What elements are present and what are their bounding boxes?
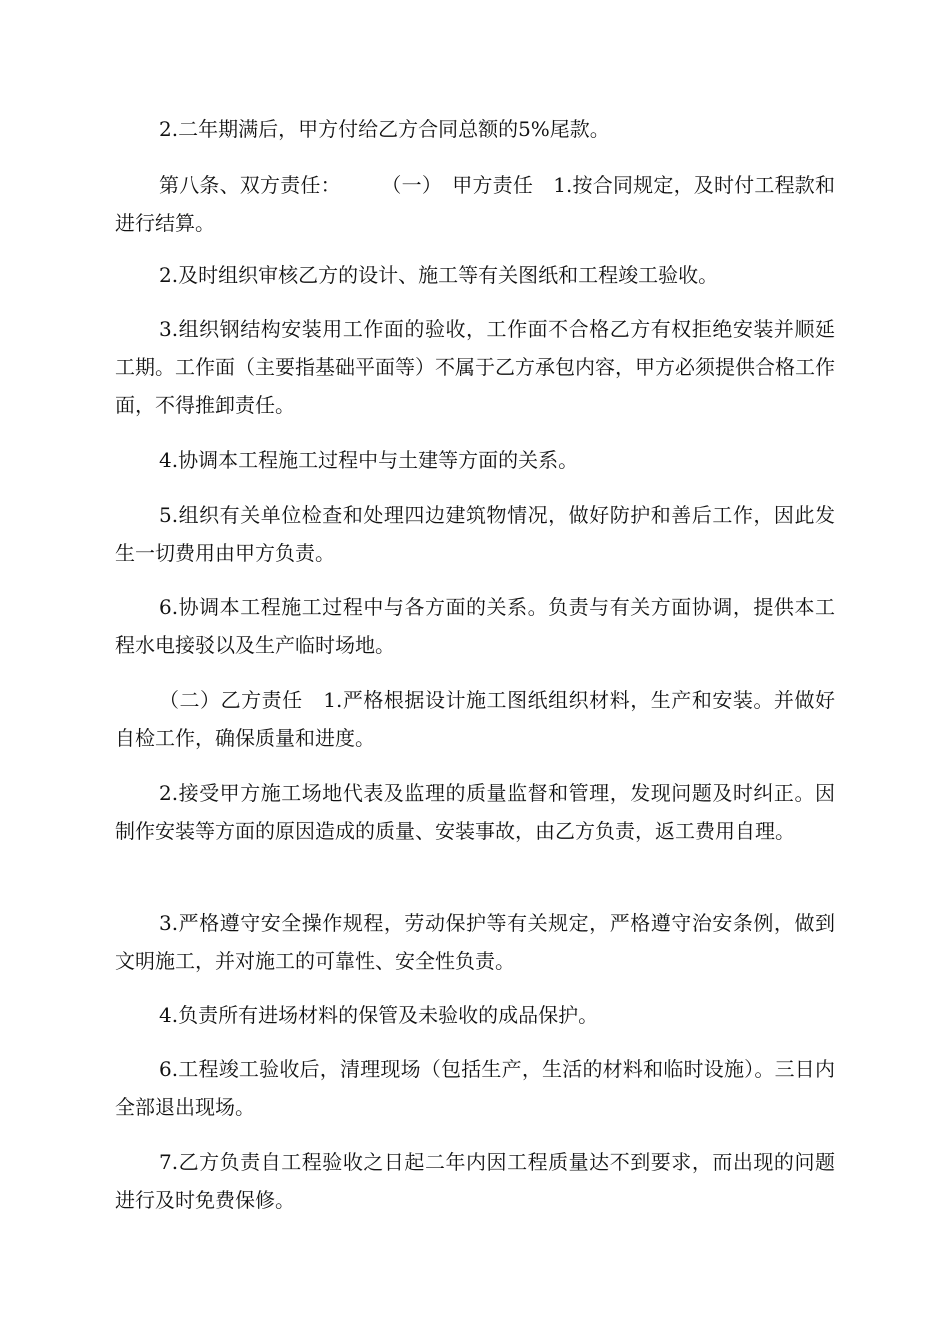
paragraph-party-b-1: （二）乙方责任 1.严格根据设计施工图纸组织材料，生产和安装。并做好自检工作，确保质量和进度。	[115, 688, 835, 750]
paragraph-party-a-3: 3.组织钢结构安装用工作面的验收，工作面不合格乙方有权拒绝安装并顺延工期。工作面（主要指基础平面等）不属于乙方承包内容，甲方必须提供合格工作面，不得推卸责任。	[115, 317, 835, 417]
paragraph-party-a-5: 5.组织有关单位检查和处理四边建筑物情况，做好防护和善后工作，因此发生一切费用由甲方负责。	[115, 503, 835, 565]
paragraph-party-a-2: 2.及时组织审核乙方的设计、施工等有关图纸和工程竣工验收。	[159, 263, 719, 287]
paragraph-party-b-3: 3.严格遵守安全操作规程，劳动保护等有关规定，严格遵守治安条例，做到文明施工，并对施工的可靠性、安全性负责。	[115, 911, 835, 973]
paragraph-article-8-party-a-1: 第八条、双方责任： （一） 甲方责任 1.按合同规定，及时付工程款和进行结算。	[115, 173, 835, 235]
paragraph-party-b-6: 6.工程竣工验收后，清理现场（包括生产，生活的材料和临时设施）。三日内全部退出现场。	[115, 1057, 835, 1119]
paragraph-party-a-4: 4.协调本工程施工过程中与土建等方面的关系。	[159, 448, 579, 472]
paragraph-party-a-6: 6.协调本工程施工过程中与各方面的关系。负责与有关方面协调，提供本工程水电接驳以及生产临时场地。	[115, 595, 835, 657]
paragraph-final-payment: 2.二年期满后，甲方付给乙方合同总额的5%尾款。	[159, 117, 610, 141]
paragraph-party-b-4: 4.负责所有进场材料的保管及未验收的成品保护。	[159, 1003, 599, 1027]
paragraph-party-b-2: 2.接受甲方施工场地代表及监理的质量监督和管理，发现问题及时纠正。因制作安装等方面的原因造成的质量、安装事故，由乙方负责，返工费用自理。	[115, 781, 835, 843]
paragraph-party-b-7: 7.乙方负责自工程验收之日起二年内因工程质量达不到要求，而出现的问题进行及时免费保修。	[115, 1150, 835, 1212]
